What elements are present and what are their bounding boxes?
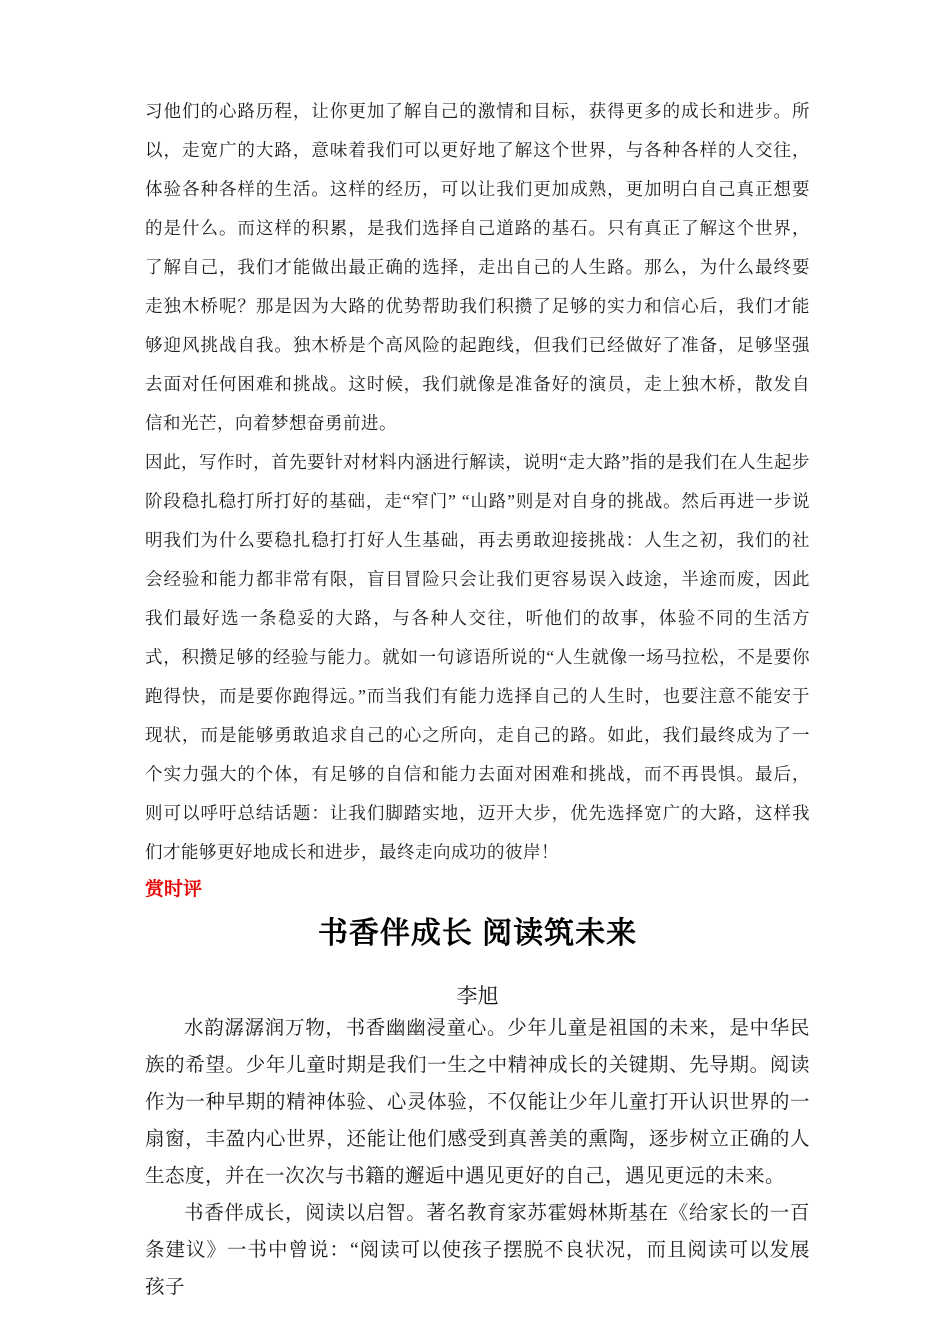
- review-commentary-section: [145, 92, 810, 902]
- review-paragraph-continued: 习他们的心路历程，让你更加了解自己的激情和目标，获得更多的成长和进步。所以，走宽广的大路，意味着我们可以更好地了解这个世界，与各种各样的人交往，体验各种各样的生活。这样的经历，可以让我们更加成熟，更加明白自己真正想要的是什么。而这样的积累，是我们选择自己道路的基石。只有真正了解这个世界，了解自己，我们才能做出最正确的选择，走出自己的人生路。那么，为什么最终要走独木桥呢？那是因为大路的优势帮助我们积攒了足够的实力和信心后，我们才能够迎风挑战自我。独木桥是个高风险的起跑线，但我们已经做好了准备，足够坚强去面对任何困难和挑战。这时候，我们就像是准备好的演员，走上独木桥，散发自信和光芒，向着梦想奋勇前进。: [145, 101, 810, 433]
- essay-paragraph-body: 书香伴成长，阅读以启智。著名教育家苏霍姆林斯基在《给家长的一百条建议》一书中曾说：“阅读可以使孩子摆脱不良状况，而且阅读可以发展孩子: [145, 1203, 810, 1298]
- essay-title: 书香伴成长 阅读筑未来: [317, 917, 638, 950]
- review-paragraph-analysis: 因此，写作时，首先要针对材料内涵进行解读，说明“走大路”指的是我们在人生起步阶段稳扎稳打所打好的基础，走“窄门” “山路”则是对自身的挑战。然后再进一步说明我们为什么要稳扎稳打打好人生基础，再去勇敢迎接挑战：人生之初，我们的社会经验和能力都非常有限，盲目冒险只会让我们更容易误入歧途，半途而废，因此我们最好选一条稳妥的大路，与各种人交往，听他们的故事，体验不同的生活方式，积攒足够的经验与能力。就如一句谚语所说的“人生就像一场马拉松，不是要你跑得快，而是要你跑得远。”而当我们有能力选择自己的人生时，也要注意不能安于现状，而是能够勇敢追求自己的心之所向，走自己的路。如此，我们最终成为了一个实力强大的个体，有足够的自信和能力去面对困难和挑战，而不再畏惧。最后，则可以呼吁总结话题：让我们脚踏实地，迈开大步，优先选择宽广的大路，这样我们才能够更好地成长和进步，最终走向成功的彼岸！: [145, 452, 810, 862]
- essay-section: [145, 916, 810, 1306]
- review-section-label: 赏时评: [145, 879, 203, 900]
- essay-author: 李旭: [456, 985, 499, 1008]
- essay-paragraph-intro: 水韵潺潺润万物，书香幽幽浸童心。少年儿童是祖国的未来，是中华民族的希望。少年儿童时期是我们一生之中精神成长的关键期、先导期。阅读作为一种早期的精神体验、心灵体验，不仅能让少年儿童打开认识世界的一扇窗，丰盈内心世界，还能让他们感受到真善美的熏陶，逐步树立正确的人生态度，并在一次次与书籍的邂逅中遇见更好的自己，遇见更远的未来。: [145, 1018, 810, 1187]
